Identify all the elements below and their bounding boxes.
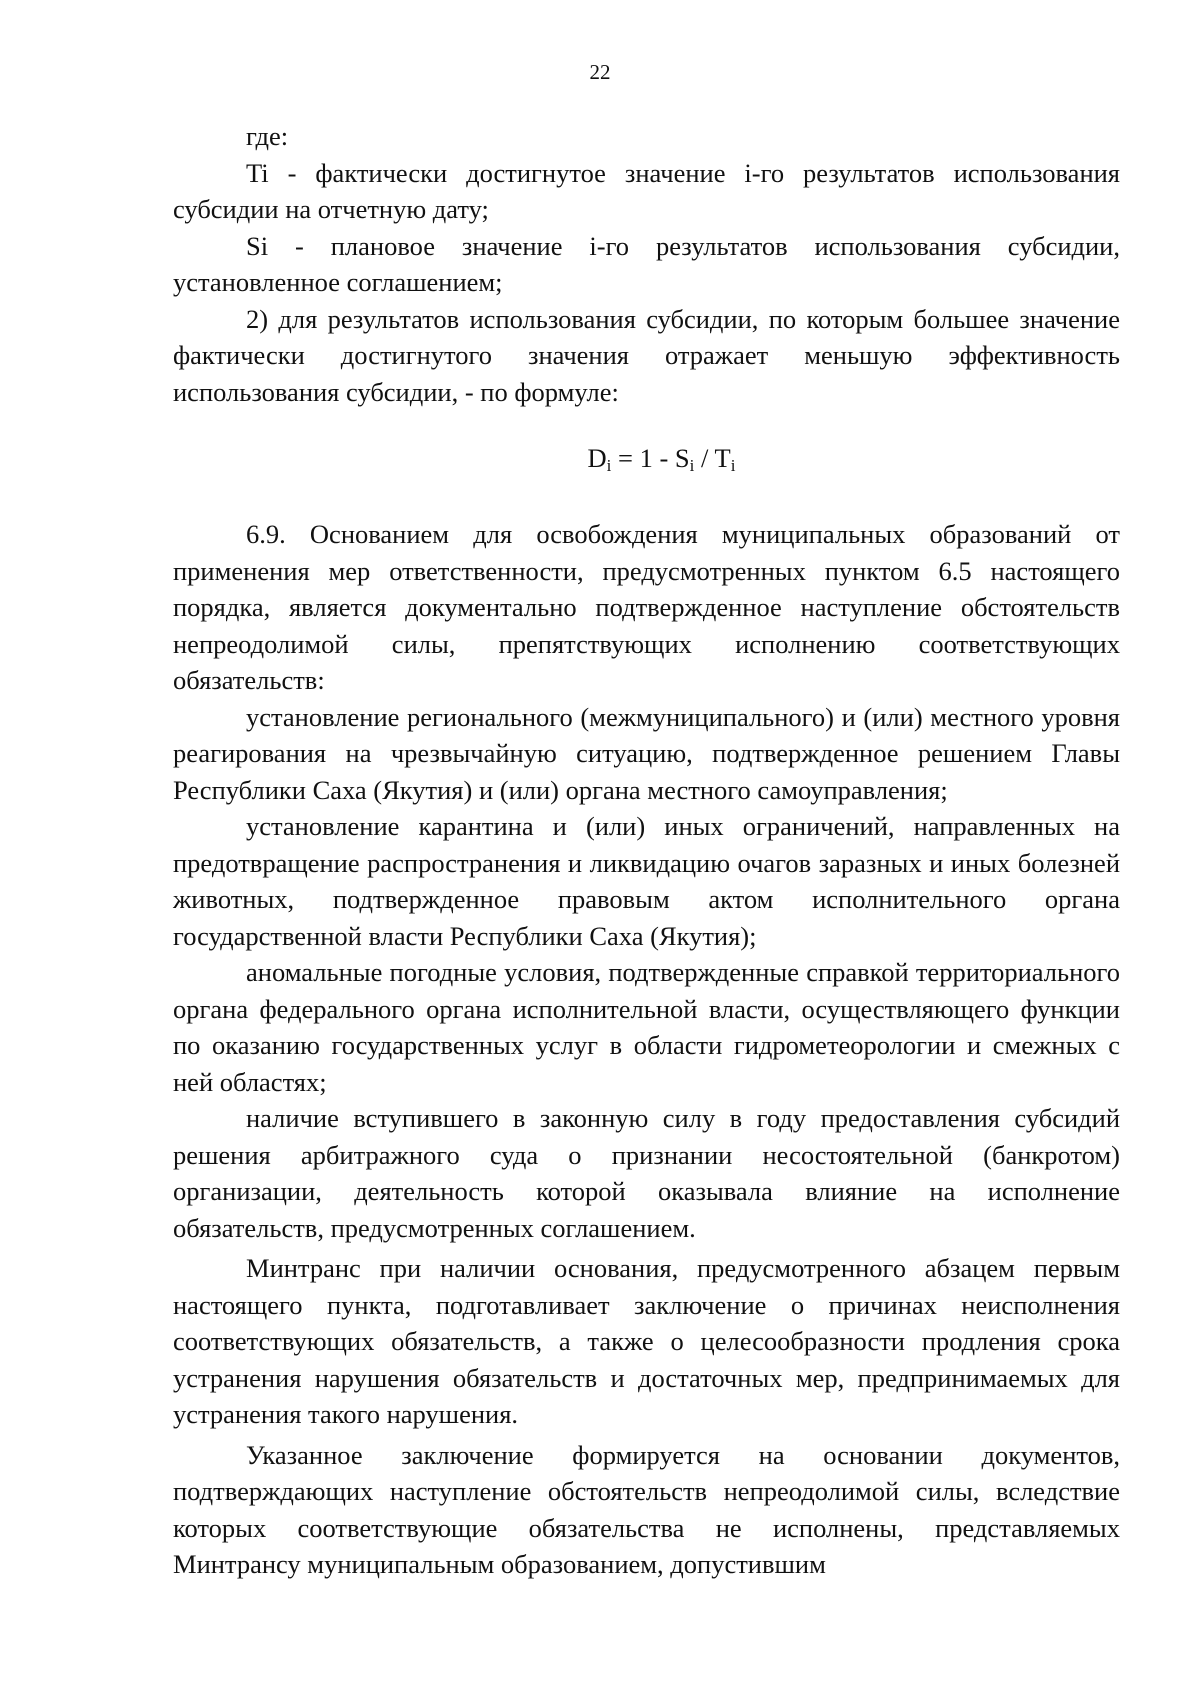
- paragraph-si-definition: Si - плановое значение i-го результатов использования субсидии, установленное соглашением;: [173, 230, 1120, 297]
- page-number: 22: [589, 60, 611, 84]
- formula-d: D: [587, 443, 607, 473]
- paragraph-mintrans: Минтранс при наличии основания, предусмотренного абзацем первым настоящего пункта, подготавливает заключение о причинах неисполнения соответствующих обязательств, а также о целесообразности продления срока устранения нарушения обязательств и достаточных мер, предпринимаемых для устранения такого нарушения.: [173, 1253, 1120, 1429]
- paragraph-quarantine: установление карантина и (или) иных ограничений, направленных на предотвращение распространения и ликвидацию очагов заразных и иных болезней животных, подтвержденное правовым актом исполнительного органа государственной власти Республики Саха (Якутия);: [173, 811, 1120, 951]
- paragraph-6-9: 6.9. Основанием для освобождения муниципальных образований от применения мер ответственности, предусмотренных пунктом 6.5 настоящего порядка, является документально подтвержденное наступление обстоятельств непреодолимой силы, препятствующих исполнению соответствующих обязательств:: [173, 519, 1120, 695]
- paragraph-ti-definition: Ti - фактически достигнутое значение i-го результатов использования субсидии на отчетную дату;: [173, 157, 1120, 224]
- paragraph-emergency: установление регионального (межмуниципального) и (или) местного уровня реагирования на чрезвычайную ситуацию, подтвержденное решением Главы Республики Саха (Якутия) и (или) органа местного самоуправления;: [173, 701, 1120, 805]
- formula-middle: = 1 - S: [611, 443, 690, 473]
- formula-subscript: i: [689, 456, 695, 475]
- paragraph-conclusion: Указанное заключение формируется на основании документов, подтверждающих наступление обстоятельств непреодолимой силы, вследствие которых соответствующие обязательства не исполнены, представляемых Минтрансу муниципальным образованием, допустившим: [173, 1439, 1120, 1579]
- formula-subscript: i: [730, 456, 736, 475]
- formula-divide: / T: [694, 443, 731, 473]
- formula-subscript: i: [606, 456, 612, 475]
- paragraph-where: где:: [246, 121, 289, 151]
- paragraph-weather: аномальные погодные условия, подтвержденные справкой территориального органа федерального органа исполнительной власти, осуществляющего функции по оказанию государственных услуг в области гидрометеорологии и смежных с ней областях;: [173, 957, 1120, 1097]
- document-body: [173, 118, 1120, 1583]
- formula: [173, 440, 1120, 476]
- paragraph-bankruptcy: наличие вступившего в законную силу в году предоставления субсидий решения арбитражного суда о признании несостоятельной (банкротом) организации, деятельность которой оказывала влияние на исполнение обязательств, предусмотренных соглашением.: [173, 1103, 1120, 1243]
- paragraph-formula-intro: 2) для результатов использования субсидии, по которым большее значение фактически достигнутого значения отражает меньшую эффективность использования субсидии, - по формуле:: [173, 303, 1120, 407]
